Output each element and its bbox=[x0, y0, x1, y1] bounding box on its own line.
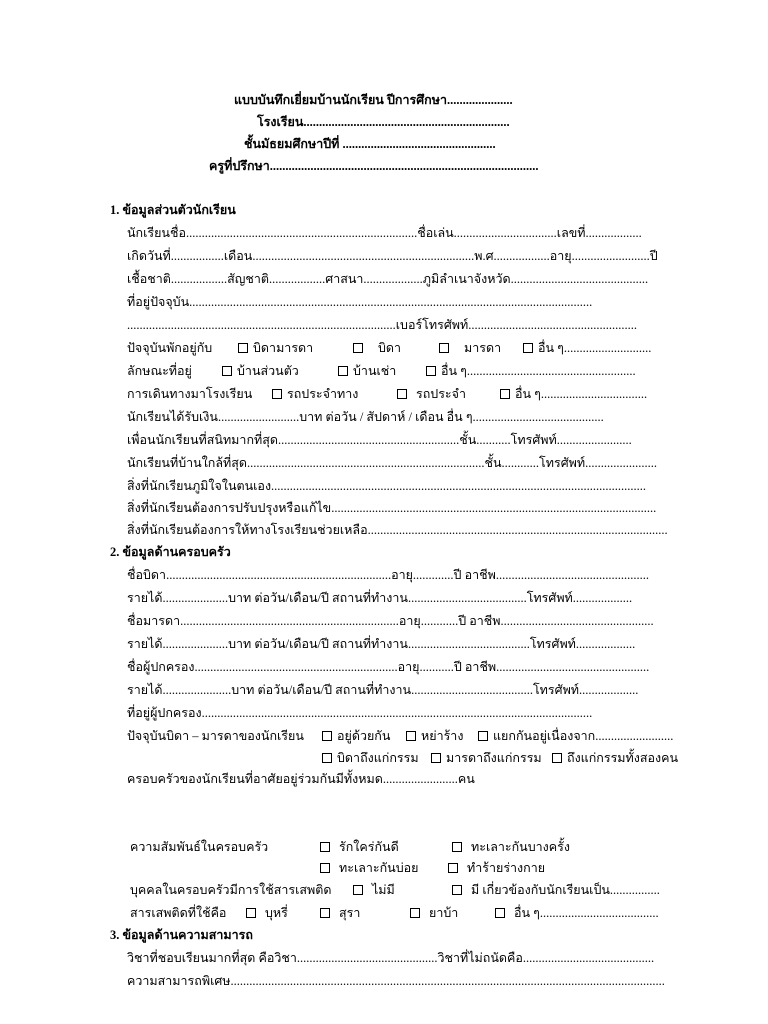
checkbox-icon bbox=[448, 863, 458, 873]
drug-type-option-methamphetamine[interactable]: ยาบ้า bbox=[410, 906, 458, 921]
section2-heading: 2. ข้อมูลด้านครอบครัว bbox=[110, 545, 231, 559]
checkbox-icon bbox=[322, 731, 332, 741]
parents-option-separated[interactable]: แยกกันอยู่เนื่องจาก......................... bbox=[478, 729, 673, 744]
checkbox-icon bbox=[452, 842, 462, 852]
household-count-field[interactable]: ครอบครัวของนักเรียนที่อาศัยอยู่ร่วมกันมีทั้งหมด........................คน bbox=[127, 772, 475, 786]
checkbox-icon bbox=[320, 908, 330, 918]
checkbox-icon bbox=[320, 842, 330, 852]
checkbox-icon bbox=[322, 753, 332, 763]
checkbox-icon bbox=[439, 343, 449, 353]
checkbox-icon bbox=[406, 731, 416, 741]
drug-use-option-no[interactable]: ไม่มี bbox=[353, 883, 395, 898]
checkbox-icon bbox=[353, 885, 363, 895]
drug-type-option-other[interactable]: อื่น ๆ...................................... bbox=[495, 906, 659, 921]
checkbox-icon bbox=[320, 863, 330, 873]
section3-heading: 3. ข้อมูลด้านความสามารถ bbox=[110, 928, 253, 942]
parents-status-label: ปัจจุบันบิดา – มารดาของนักเรียน bbox=[127, 729, 304, 743]
drug-type-option-cigarette[interactable]: บุหรี่ bbox=[246, 906, 288, 921]
drug-use-label: บุคคลในครอบครัวมีการใช้สารเสพติด bbox=[130, 883, 332, 897]
grade-field[interactable]: ชั้นมัธยมศึกษาปีที่ ................................................. bbox=[244, 137, 496, 151]
checkbox-icon bbox=[338, 366, 348, 376]
checkbox-icon bbox=[500, 389, 510, 399]
drug-type-option-alcohol[interactable]: สุรา bbox=[320, 906, 360, 921]
father-field[interactable]: ชื่อบิดา........................................................................อายุ.............ปี อาชีพ................................................. bbox=[127, 568, 649, 582]
mother-income-field[interactable]: รายได้.....................บาท ต่อวัน/เดือน/ปี สถานที่ทำงาน.......................................โทรศัพท์................... bbox=[127, 637, 636, 651]
livewith-option-both[interactable]: บิดามารดา bbox=[238, 341, 313, 356]
travel-option-other[interactable]: อื่น ๆ.................................. bbox=[500, 387, 647, 402]
relation-label: ความสัมพันธ์ในครอบครัว bbox=[130, 840, 269, 854]
residence-option-other[interactable]: อื่น ๆ...................................................... bbox=[426, 364, 636, 379]
livewith-option-father[interactable]: บิดา bbox=[353, 341, 401, 356]
best-friend-field[interactable]: เพื่อนนักเรียนที่สนิทมากที่สุด..........................................................ชั้น...........โทรศัพท์........................ bbox=[127, 433, 632, 447]
help-field[interactable]: สิ่งที่นักเรียนต้องการให้ทางโรงเรียนช่วยเหลือ................................................................................................ bbox=[127, 523, 668, 537]
form-title: แบบบันทึกเยี่ยมบ้านนักเรียน ปีการศึกษา..................... bbox=[234, 93, 513, 107]
checkbox-icon bbox=[353, 343, 363, 353]
guardian-income-field[interactable]: รายได้......................บาท ต่อวัน/เดือน/ปี สถานที่ทำงาน.......................................โทรศัพท์................... bbox=[127, 683, 639, 697]
relation-option-sometimes-quarrel[interactable]: ทะเลาะกันบางครั้ง bbox=[452, 840, 570, 855]
checkbox-icon bbox=[426, 366, 436, 376]
checkbox-icon bbox=[410, 908, 420, 918]
subjects-field[interactable]: วิชาที่ชอบเรียนมากที่สุด คือวิชา.............................................วิชาที่ไม่ถนัดคือ.......................................... bbox=[127, 951, 655, 965]
guardian-field[interactable]: ชื่อผู้ปกครอง.................................................................อายุ...........ปี อาชีพ................................................. bbox=[127, 660, 650, 674]
parents-option-both-deceased[interactable]: ถึงแก่กรรมทั้งสองคน bbox=[552, 751, 678, 766]
neighbor-field[interactable]: นักเรียนที่บ้านใกล้ที่สุด............................................................................ชั้น............โทรศัพท์....................... bbox=[127, 456, 658, 470]
birth-date-field[interactable]: เกิดวันที่.................เดือน.......................................................................พ.ศ..................อายุ.........................ปี bbox=[127, 249, 658, 263]
livewith-label: ปัจจุบันพักอยู่กับ bbox=[127, 341, 213, 355]
relation-option-violence[interactable]: ทำร้ายร่างกาย bbox=[448, 861, 545, 876]
checkbox-icon bbox=[452, 885, 462, 895]
student-name-field[interactable]: นักเรียนชื่อ..........................................................................ชื่อเล่น.................................เลขที่.................. bbox=[127, 226, 642, 240]
livewith-option-other[interactable]: อื่น ๆ............................ bbox=[523, 341, 651, 356]
father-income-field[interactable]: รายได้.....................บาท ต่อวัน/เดือน/ปี สถานที่ทำงาน......................................โทรศัพท์................... bbox=[127, 591, 633, 605]
improve-field[interactable]: สิ่งที่นักเรียนต้องการปรับปรุงหรือแก้ไข........................................................................................................ bbox=[127, 501, 657, 515]
guardian-address-field[interactable]: ที่อยู่ผู้ปกครอง............................................................................................................................. bbox=[127, 706, 593, 720]
checkbox-icon bbox=[397, 389, 407, 399]
mother-field[interactable]: ชื่อมารดา......................................................................อายุ............ปี อาชีพ................................................. bbox=[127, 614, 654, 628]
relation-option-often-quarrel[interactable]: ทะเลาะกันบ่อย bbox=[320, 861, 419, 876]
school-field[interactable]: โรงเรียน.................................................................. bbox=[257, 115, 510, 129]
parents-option-mother-deceased[interactable]: มารดาถึงแก่กรรม bbox=[431, 751, 542, 766]
drug-use-option-yes[interactable]: มี เกี่ยวข้องกับนักเรียนเป็น................ bbox=[452, 883, 660, 898]
drug-type-label: สารเสพติดที่ใช้คือ bbox=[130, 906, 227, 920]
residence-label: ลักษณะที่อยู่ bbox=[127, 364, 192, 378]
parents-option-divorced[interactable]: หย่าร้าง bbox=[406, 729, 463, 744]
checkbox-icon bbox=[222, 366, 232, 376]
advisor-field[interactable]: ครูที่ปรึกษา...................................................................................... bbox=[209, 159, 539, 173]
checkbox-icon bbox=[552, 753, 562, 763]
talent-field[interactable]: ความสามารถพิเศษ........................................................................................................................................... bbox=[127, 974, 665, 988]
address-field[interactable]: ที่อยู่ปัจจุบัน................................................................................................................................. bbox=[127, 295, 593, 309]
address-phone-field[interactable]: ......................................................................................เบอร์โทรศัพท์...................................................... bbox=[127, 318, 638, 332]
allowance-field[interactable]: นักเรียนได้รับเงิน..........................บาท ต่อวัน / สัปดาห์ / เดือน อื่น ๆ.......................................... bbox=[127, 410, 604, 424]
travel-option-school-van[interactable]: รถประจำ bbox=[397, 387, 466, 402]
checkbox-icon bbox=[495, 908, 505, 918]
parents-option-father-deceased[interactable]: บิดาถึงแก่กรรม bbox=[322, 751, 419, 766]
livewith-option-mother[interactable]: มารดา bbox=[439, 341, 501, 356]
checkbox-icon bbox=[246, 908, 256, 918]
residence-option-own[interactable]: บ้านส่วนตัว bbox=[222, 364, 299, 379]
checkbox-icon bbox=[431, 753, 441, 763]
parents-option-together[interactable]: อยู่ด้วยกัน bbox=[322, 729, 390, 744]
checkbox-icon bbox=[523, 343, 533, 353]
relation-option-loving[interactable]: รักใคร่กันดี bbox=[320, 840, 399, 855]
pride-field[interactable]: สิ่งที่นักเรียนภูมิใจในตนเอง........................................................................................................................ bbox=[127, 479, 647, 493]
checkbox-icon bbox=[272, 389, 282, 399]
travel-label: การเดินทางมาโรงเรียน bbox=[127, 387, 253, 401]
checkbox-icon bbox=[478, 731, 488, 741]
residence-option-rent[interactable]: บ้านเช่า bbox=[338, 364, 396, 379]
travel-option-bus[interactable]: รถประจำทาง bbox=[272, 387, 358, 402]
section1-heading: 1. ข้อมูลส่วนตัวนักเรียน bbox=[110, 203, 236, 217]
ethnicity-field[interactable]: เชื้อชาติ..................สัญชาติ..................ศาสนา...................ภูมิลำเนาจังหวัด............................................ bbox=[127, 272, 649, 286]
checkbox-icon bbox=[238, 343, 248, 353]
